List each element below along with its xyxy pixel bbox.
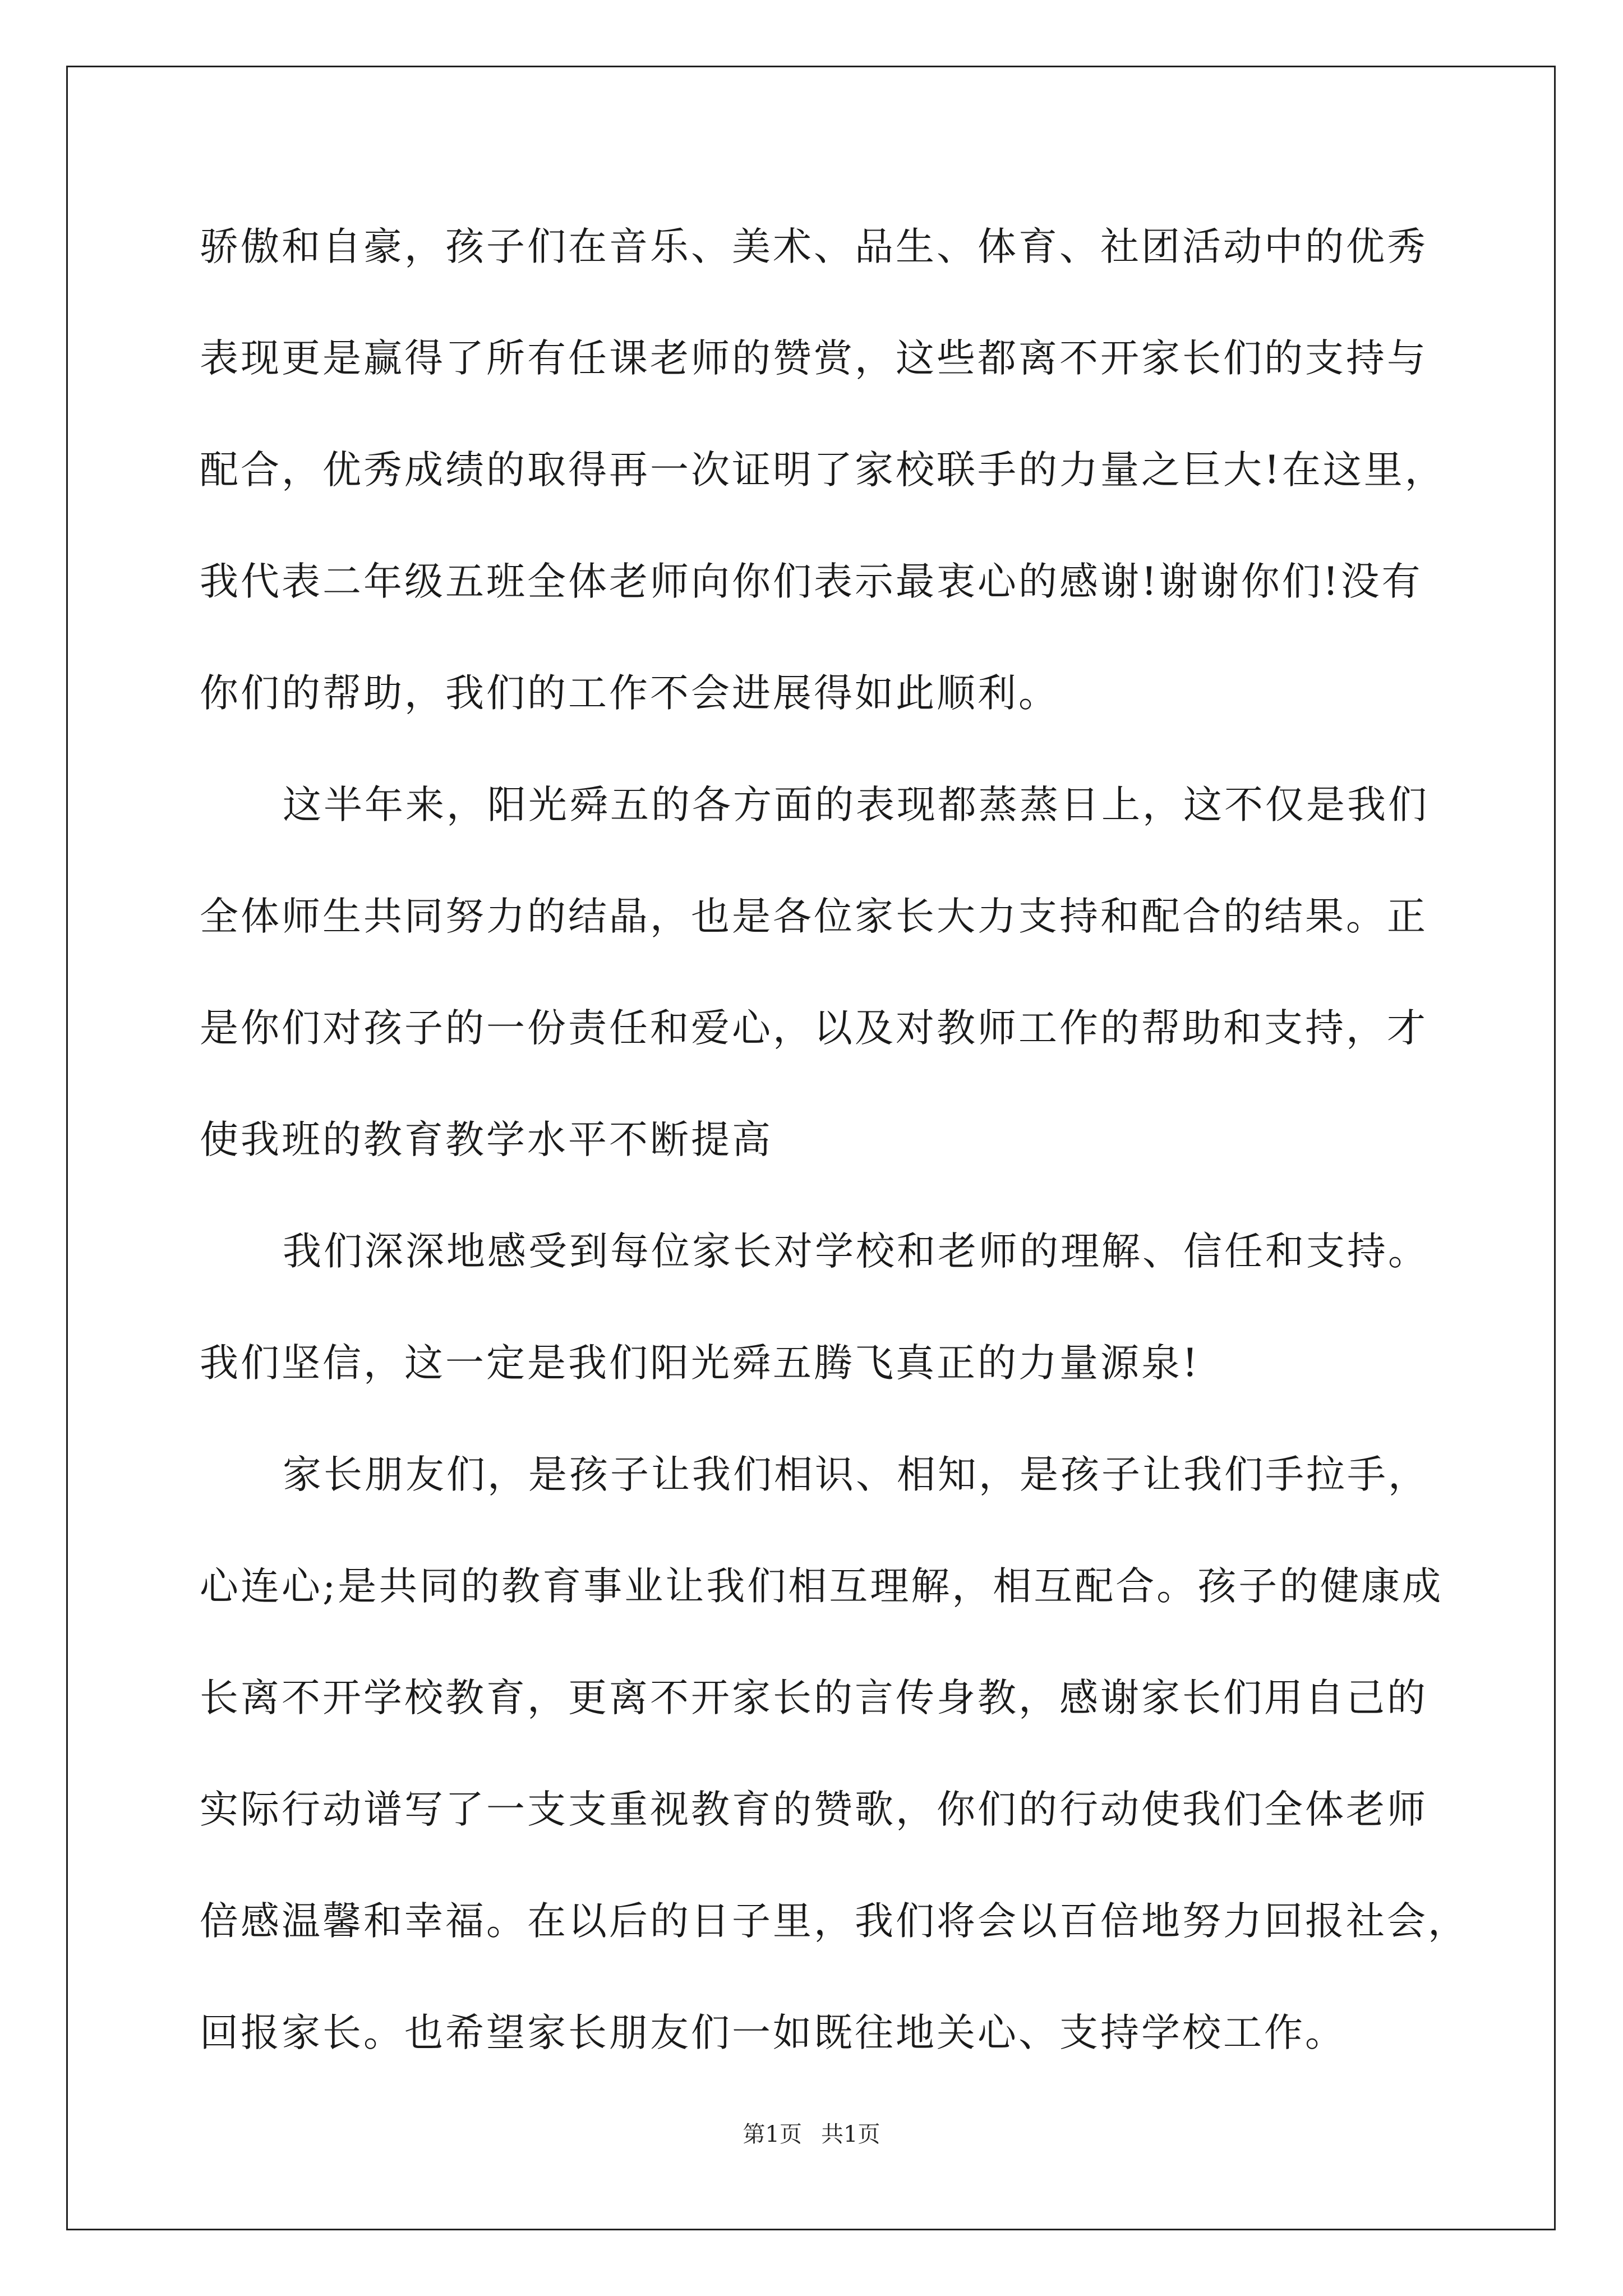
page-number: 第1页 bbox=[743, 2122, 802, 2147]
text-line: 心连心;是共同的教育事业让我们相互理解，相互配合。孩子的健康成 bbox=[200, 1564, 1444, 1609]
text-line: 你们的帮助，我们的工作不会进展得如此顺利。 bbox=[200, 671, 1059, 716]
page-total: 共1页 bbox=[821, 2122, 880, 2147]
page-footer bbox=[0, 2120, 1623, 2148]
text-line: 回报家长。也希望家长朋友们一如既往地关心、支持学校工作。 bbox=[200, 2010, 1346, 2055]
text-line: 配合，优秀成绩的取得再一次证明了家校联手的力量之巨大!在这里， bbox=[200, 448, 1446, 493]
text-line: 倍感温馨和幸福。在以后的日子里，我们将会以百倍地努力回报社会， bbox=[200, 1899, 1469, 1944]
text-line: 使我班的教育教学水平不断提高 bbox=[200, 1117, 773, 1162]
text-line: 是你们对孩子的一份责任和爱心，以及对教师工作的帮助和支持，才 bbox=[200, 1006, 1428, 1051]
text-line: 我们坚信，这一定是我们阳光舜五腾飞真正的力量源泉! bbox=[200, 1341, 1200, 1386]
text-line: 骄傲和自豪，孩子们在音乐、美术、品生、体育、社团活动中的优秀 bbox=[200, 224, 1428, 269]
text-line: 我代表二年级五班全体老师向你们表示最衷心的感谢!谢谢你们!没有 bbox=[200, 559, 1423, 604]
text-line: 表现更是赢得了所有任课老师的赞赏，这些都离不开家长们的支持与 bbox=[200, 336, 1428, 381]
paragraph-first-line: 我们深深地感受到每位家长对学校和老师的理解、信任和支持。 bbox=[283, 1229, 1429, 1274]
text-line: 全体师生共同努力的结晶，也是各位家长大力支持和配合的结果。正 bbox=[200, 894, 1428, 939]
paragraph-first-line: 这半年来，阳光舜五的各方面的表现都蒸蒸日上，这不仅是我们 bbox=[283, 783, 1429, 827]
text-line: 长离不开学校教育，更离不开家长的言传身教，感谢家长们用自己的 bbox=[200, 1676, 1428, 1720]
paragraph-first-line: 家长朋友们，是孩子让我们相识、相知，是孩子让我们手拉手， bbox=[283, 1452, 1429, 1497]
text-line: 实际行动谱写了一支支重视教育的赞歌，你们的行动使我们全体老师 bbox=[200, 1787, 1428, 1832]
